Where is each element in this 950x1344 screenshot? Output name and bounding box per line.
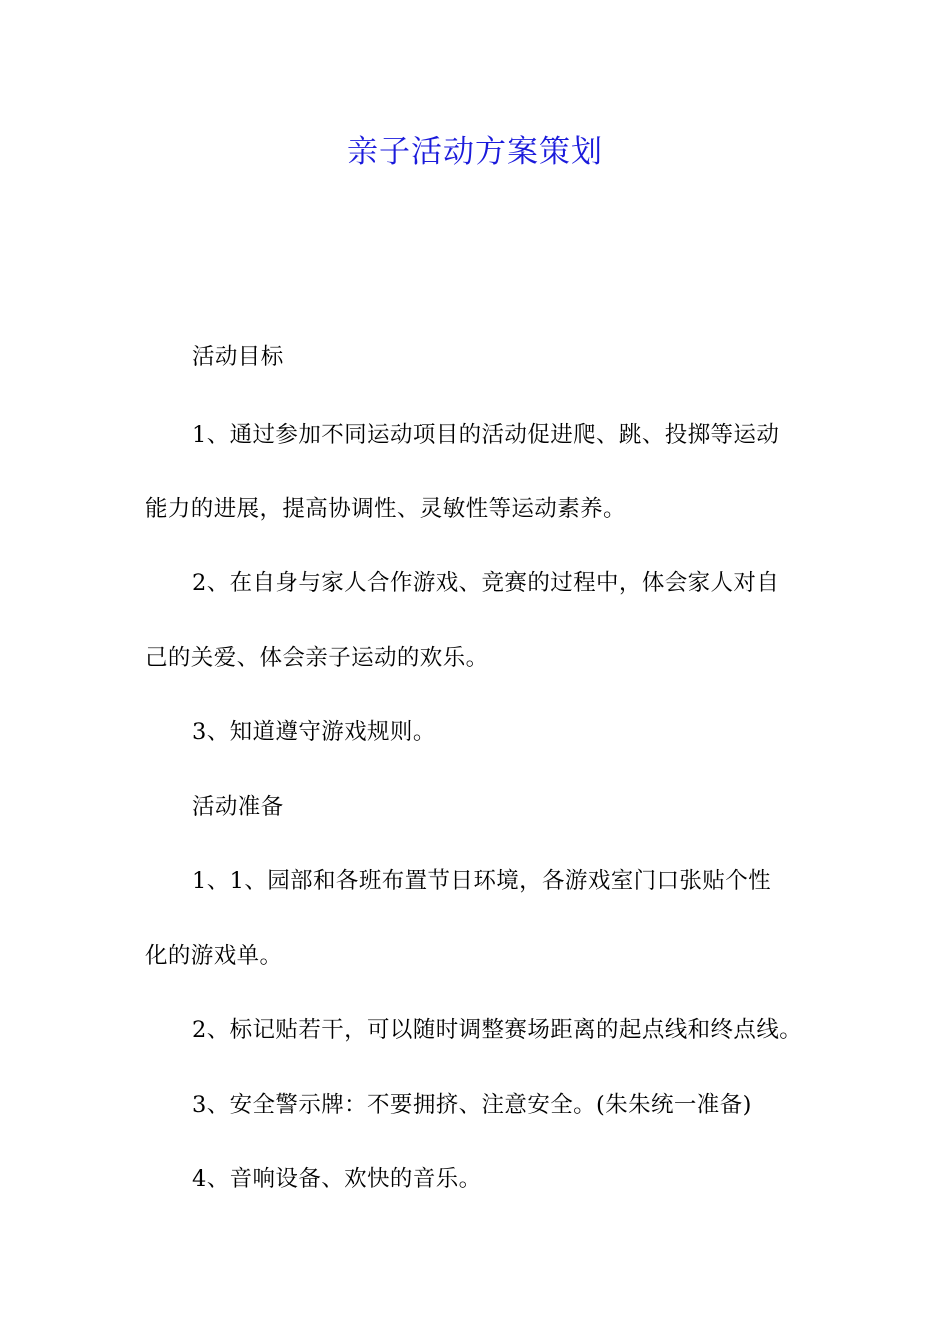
paragraph-line: 1、1、园部和各班布置节日环境，各游戏室门口张贴个性 xyxy=(192,868,772,894)
paragraph-line: 能力的进展，提高协调性、灵敏性等运动素养。 xyxy=(145,496,626,522)
section-heading-goals: 活动目标 xyxy=(192,344,284,370)
paragraph-line: 3、知道遵守游戏规则。 xyxy=(192,719,436,745)
document-title: 亲子活动方案策划 xyxy=(347,134,603,170)
paragraph-line: 1、通过参加不同运动项目的活动促进爬、跳、投掷等运动 xyxy=(192,422,780,448)
paragraph-line: 2、标记贴若干，可以随时调整赛场距离的起点线和终点线。 xyxy=(192,1017,803,1043)
paragraph-line: 2、在自身与家人合作游戏、竞赛的过程中，体会家人对自 xyxy=(192,570,780,596)
section-heading-preparation: 活动准备 xyxy=(192,794,284,820)
paragraph-line: 己的关爱、体会亲子运动的欢乐。 xyxy=(145,645,489,671)
paragraph-line: 3、安全警示牌：不要拥挤、注意安全。(朱朱统一准备) xyxy=(192,1092,752,1118)
paragraph-line: 4、音响设备、欢快的音乐。 xyxy=(192,1166,482,1192)
paragraph-line: 化的游戏单。 xyxy=(145,943,283,969)
